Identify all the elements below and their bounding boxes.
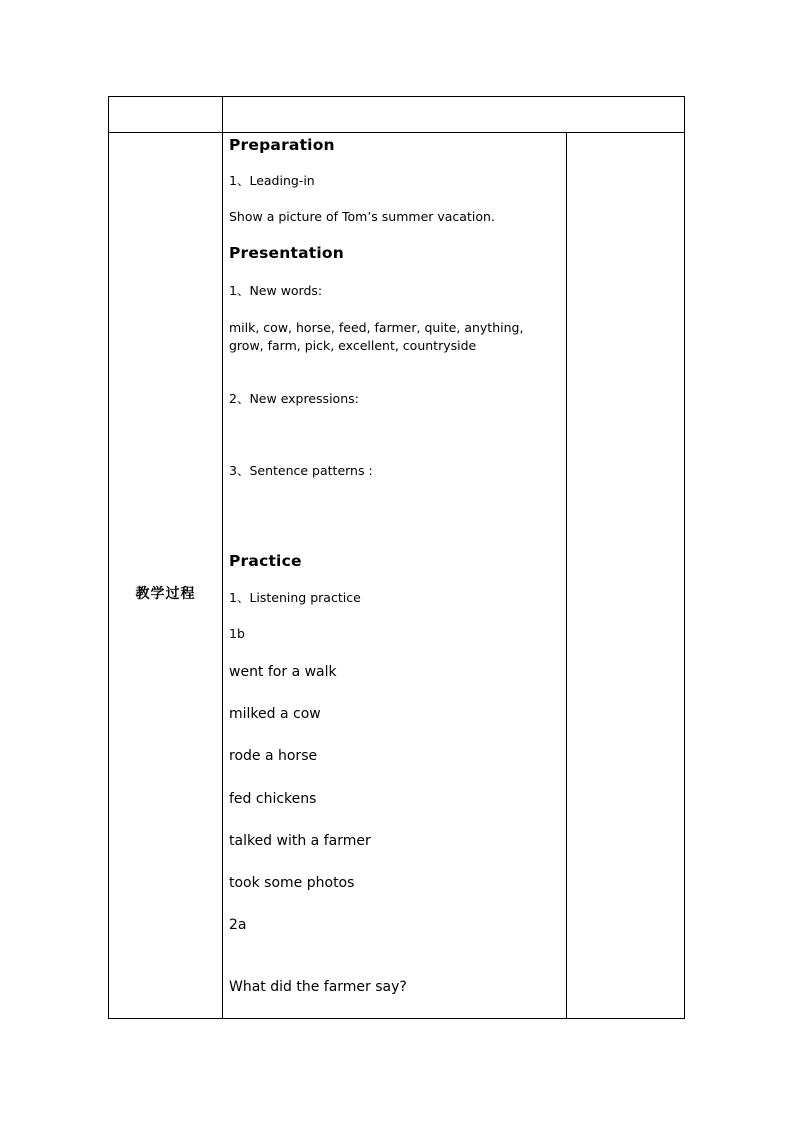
header-label-cell <box>109 97 222 132</box>
leading-in-step: 1、Leading-in <box>229 173 315 188</box>
sentence-patterns-label: 3、Sentence patterns : <box>229 463 373 478</box>
phrase-item: took some photos <box>229 875 355 891</box>
phrase-item: talked with a farmer <box>229 833 371 849</box>
leading-in-description: Show a picture of Tom’s summer vacation. <box>229 209 495 224</box>
lesson-content-cell <box>229 133 564 1018</box>
phrase-item: rode a horse <box>229 748 318 764</box>
new-expressions-label: 2、New expressions: <box>229 391 359 406</box>
process-label-cell <box>109 133 222 1018</box>
presentation-heading: Presentation <box>229 244 344 262</box>
notes-cell <box>567 133 684 1018</box>
phrase-item: fed chickens <box>229 791 317 807</box>
new-words-line: milk, cow, horse, feed, farmer, quite, anything, <box>229 320 524 335</box>
exercise-1b-label: 1b <box>229 626 245 641</box>
new-words-label: 1、New words: <box>229 283 323 298</box>
table-column-divider-left <box>222 96 223 1019</box>
header-content-cell <box>223 97 684 132</box>
preparation-heading: Preparation <box>229 136 335 154</box>
question-text: What did the farmer say? <box>229 979 407 995</box>
exercise-2a-label: 2a <box>229 917 247 933</box>
phrase-item: went for a walk <box>229 664 337 680</box>
new-words-line: grow, farm, pick, excellent, countryside <box>229 338 477 353</box>
listening-practice-label: 1、Listening practice <box>229 590 361 605</box>
phrase-item: milked a cow <box>229 706 321 722</box>
process-label: 教学过程 <box>135 585 196 602</box>
practice-heading: Practice <box>229 552 302 570</box>
